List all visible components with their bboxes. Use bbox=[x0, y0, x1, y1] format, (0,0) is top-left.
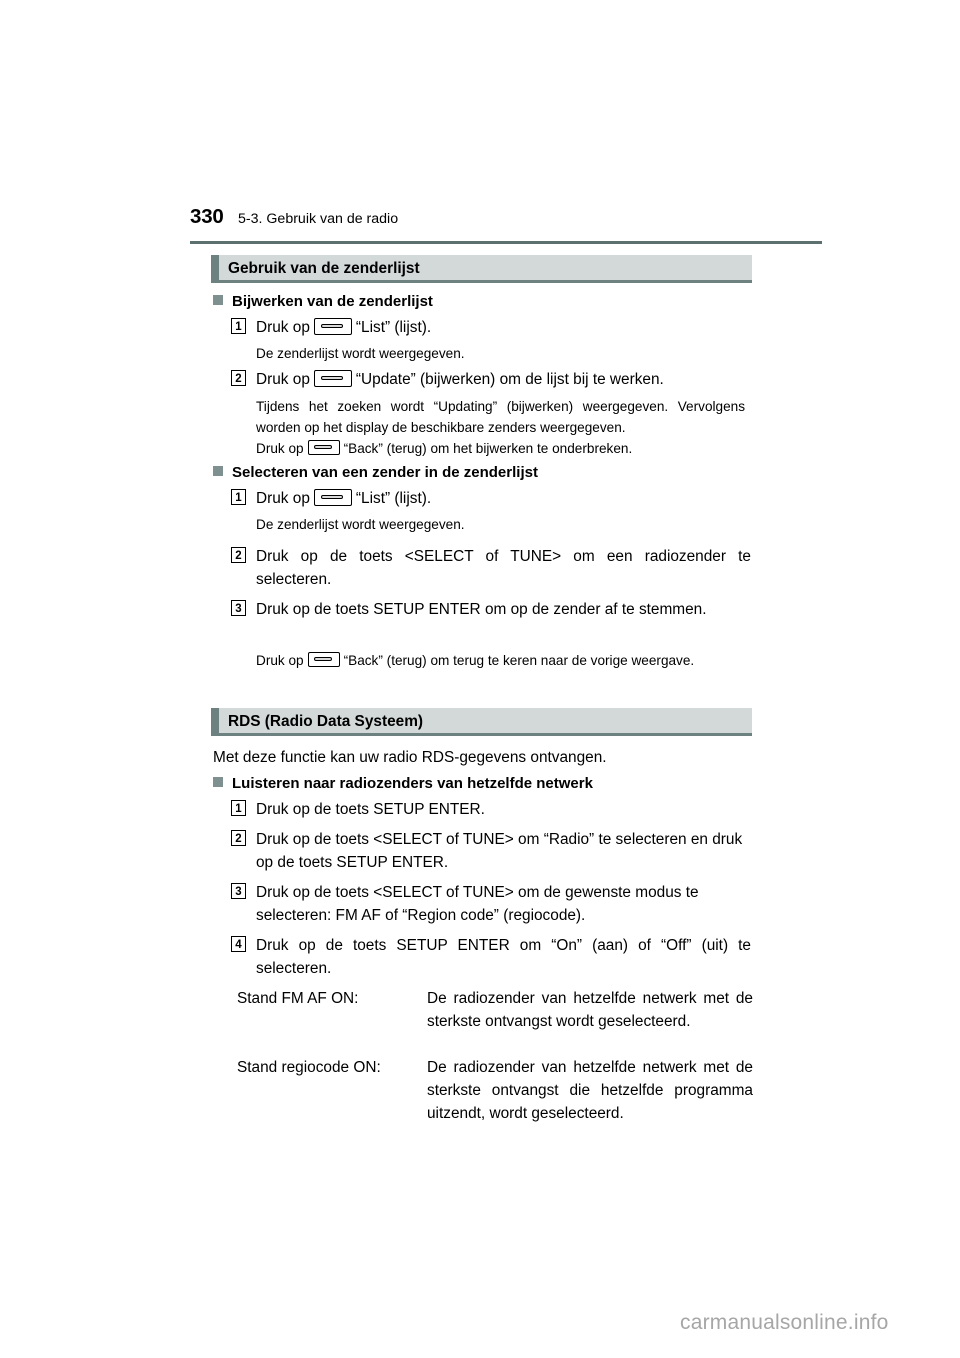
step-number: 2 bbox=[231, 547, 246, 563]
subheading-label: Bijwerken van de zenderlijst bbox=[232, 293, 433, 310]
step-number: 1 bbox=[231, 489, 246, 505]
header-divider bbox=[190, 241, 822, 244]
section-title: RDS (Radio Data Systeem) bbox=[228, 713, 423, 730]
device-button-icon bbox=[308, 652, 340, 667]
step-number: 3 bbox=[231, 883, 246, 899]
step-2-3 bbox=[231, 598, 751, 621]
note-2-1: De zenderlijst wordt weergegeven. bbox=[256, 517, 465, 532]
watermark: carmanualsonline.info bbox=[680, 1311, 889, 1334]
subheading-bijwerken bbox=[213, 291, 433, 312]
rds-intro: Met deze functie kan uw radio RDS-gegevens ontvangen. bbox=[213, 749, 607, 766]
step-number: 1 bbox=[231, 318, 246, 334]
step-text-after: “List” (lijst). bbox=[355, 319, 432, 336]
step-number: 2 bbox=[231, 830, 246, 846]
definition-term: Stand FM AF ON: bbox=[237, 990, 359, 1007]
step-3-2 bbox=[231, 828, 751, 874]
step-2-1 bbox=[231, 487, 631, 510]
note-text-before: Druk op bbox=[256, 653, 304, 668]
step-text-before: Druk op bbox=[256, 490, 310, 507]
step-text: Druk op de toets SETUP ENTER. bbox=[256, 801, 485, 818]
step-text-before: Druk op bbox=[256, 371, 310, 388]
step-text: Druk op de toets <SELECT of TUNE> om een radiozender te selecteren. bbox=[256, 548, 751, 588]
definition-description: De radiozender van hetzelfde netwerk met de sterkste ontvangst wordt geselecteerd. bbox=[427, 990, 753, 1030]
square-bullet-icon bbox=[213, 466, 223, 476]
definition-row-fm-af bbox=[237, 987, 753, 1033]
step-1-2 bbox=[231, 368, 751, 391]
step-1-1 bbox=[231, 316, 631, 339]
definition-term: Stand regiocode ON: bbox=[237, 1059, 381, 1076]
subheading-selecteren bbox=[213, 462, 538, 483]
section-accent-bar bbox=[211, 255, 219, 280]
note-text-before: Druk op bbox=[256, 441, 304, 456]
device-button-icon bbox=[314, 370, 352, 387]
step-text: Druk op de toets SETUP ENTER om “On” (aan) of “Off” (uit) te selecteren. bbox=[256, 937, 751, 977]
definition-row-regiocode bbox=[237, 1056, 753, 1125]
note-1-3 bbox=[256, 438, 756, 459]
step-number: 1 bbox=[231, 800, 246, 816]
step-text bbox=[256, 487, 631, 510]
section-header-rds bbox=[211, 708, 752, 736]
note-2-2 bbox=[256, 650, 745, 671]
section-title: Gebruik van de zenderlijst bbox=[228, 260, 420, 277]
step-text-before: Druk op bbox=[256, 319, 310, 336]
device-button-icon bbox=[308, 440, 340, 455]
step-text: Druk op de toets <SELECT of TUNE> om de gewenste modus te selecteren: FM AF of “Region code” (regiocode). bbox=[256, 884, 699, 924]
device-button-icon bbox=[314, 318, 352, 335]
subheading-label: Luisteren naar radiozenders van hetzelfde netwerk bbox=[232, 775, 593, 792]
step-text-after: “Update” (bijwerken) om de lijst bij te werken. bbox=[355, 371, 664, 388]
subheading-luisteren bbox=[213, 773, 593, 794]
square-bullet-icon bbox=[213, 777, 223, 787]
note-text-after: “Back” (terug) om terug te keren naar de vorige weergave. bbox=[343, 653, 695, 668]
breadcrumb: 5-3. Gebruik van de radio bbox=[238, 211, 399, 227]
step-3-1 bbox=[231, 798, 751, 821]
page-number: 330 bbox=[190, 205, 224, 228]
step-text bbox=[256, 368, 751, 391]
step-text: Druk op de toets <SELECT of TUNE> om “Radio” te selecteren en druk op de toets SETUP ENTER. bbox=[256, 831, 743, 871]
step-3-4 bbox=[231, 934, 751, 980]
note-1-1: De zenderlijst wordt weergegeven. bbox=[256, 346, 465, 361]
step-number: 4 bbox=[231, 936, 246, 952]
section-accent-bar bbox=[211, 708, 219, 733]
step-text: Druk op de toets SETUP ENTER om op de zender af te stemmen. bbox=[256, 601, 707, 618]
step-text-after: “List” (lijst). bbox=[355, 490, 432, 507]
step-3-3 bbox=[231, 881, 751, 927]
page-header bbox=[190, 205, 822, 239]
definition-description: De radiozender van hetzelfde netwerk met de sterkste ontvangst die hetzelfde programma uitzendt, wordt geselecteerd. bbox=[427, 1059, 753, 1122]
subheading-label: Selecteren van een zender in de zenderlijst bbox=[232, 464, 538, 481]
square-bullet-icon bbox=[213, 295, 223, 305]
note-1-2: Tijdens het zoeken wordt “Updating” (bijwerken) weergegeven. Vervolgens worden op het display de beschikbare zenders weergegeven. bbox=[256, 399, 745, 435]
section-header-zenderlijst bbox=[211, 255, 752, 283]
device-button-icon bbox=[314, 489, 352, 506]
step-number: 2 bbox=[231, 370, 246, 386]
note-text-after: “Back” (terug) om het bijwerken te onderbreken. bbox=[343, 441, 633, 456]
step-text bbox=[256, 316, 631, 339]
step-number: 3 bbox=[231, 600, 246, 616]
step-2-2 bbox=[231, 545, 751, 591]
